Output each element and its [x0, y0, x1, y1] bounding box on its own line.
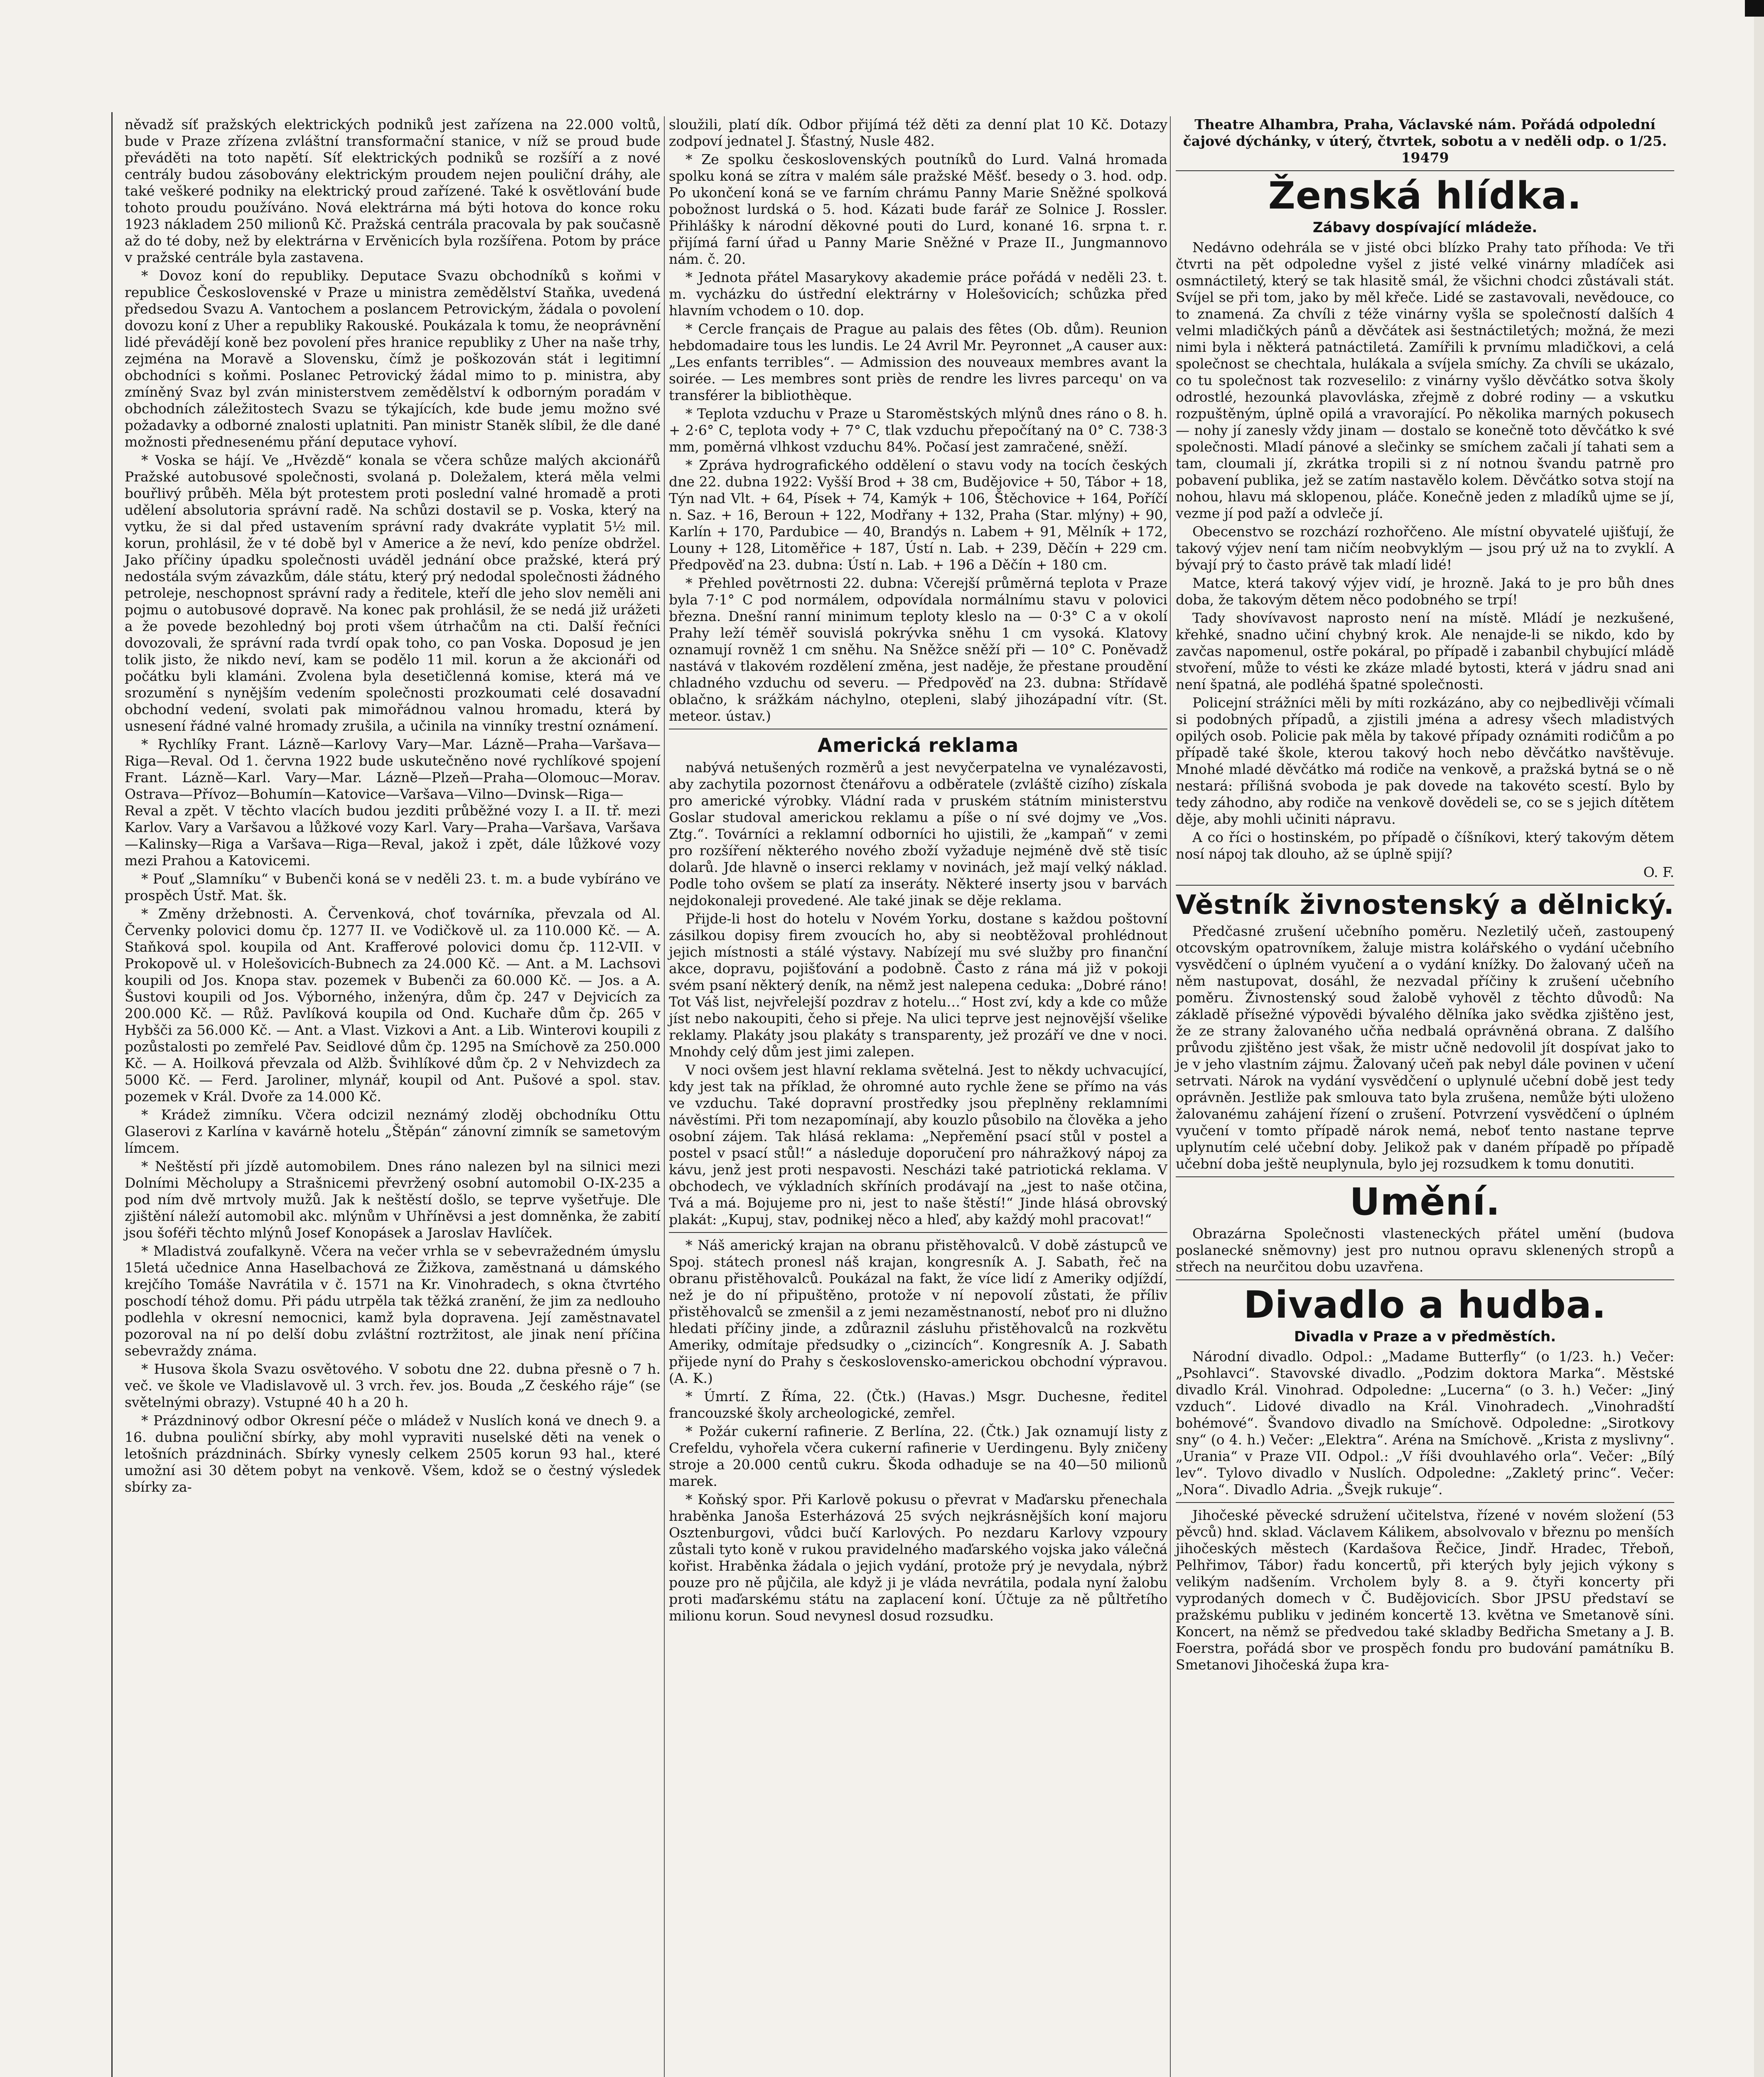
news-item: * Neštěstí při jízdě automobilem. Dnes ráno nalezen byl na silnici mezi Dolními Měcholupy a Strašnicemi převržený osobní automobil O-IX-235 a pod ním dvě mrtvoly mužů. Jak k neštěstí došlo, se teprve vyšetřuje. Dle zjištění náleží automobil akc. mlýnům v Uhříněvsi a jest domněnka, že zabití jsou šoféři těchto mlýnů Josef Konopásek a Jaroslav Havlíček.: [125, 1158, 661, 1241]
theatre-listing: Národní divadlo. Odpol.: „Madame Butterfly“ (o 1/23. h.) Večer: „Psohlavci“. Stavovské divadlo. „Podzim doktora Marka“. Městské divadlo Král. Vinohrad. Odpoledne: „Lucerna“ (o 3. h.) Večer: „Jiný vzduch“. Lidové divadlo na Král. Vinohradech. „Vinohradští bohémové“. Švandovo divadlo na Smíchově. Odpoledne: „Sirotkovy sny“ (o 4. h.) Večer: „Elektra“. Aréna na Smíchově. „Krista z myslivny“. „Urania“ v Praze VII. Odpol.: „V říši dvouhlavého orla“. Večer: „Bílý lev“. Tylovo divadlo v Nuslích. Odpoledne: „Zakletý princ“. Večer: „Nora“. Divadlo Adria. „Švejk rukuje“.: [1176, 1348, 1674, 1498]
divider: [1176, 1176, 1674, 1177]
article-paragraph: sloužili, platí dík. Odbor přijímá též děti za denní plat 10 Kč. Dotazy zodpoví jednatel J. Šťastný, Nusle 482.: [669, 116, 1167, 149]
column-rule: [664, 116, 665, 2077]
news-item: * Jednota přátel Masarykovy akademie práce pořádá v neděli 23. t. m. vycházku do ústřední elektrárny v Holešovicích; schůzka před hlavním vchodem o 10. dop.: [669, 269, 1167, 319]
divider: [669, 1232, 1167, 1233]
news-item: Obrazárna Společnosti vlasteneckých přátel umění (budova poslanecké sněmovny) jest pro nutnou opravu sklenených stropů a střech na neurčitou dobu uzavřena.: [1176, 1225, 1674, 1275]
article-subheading: Divadla v Praze a v předměstích.: [1294, 1328, 1556, 1345]
news-item: * Ze spolku československých poutníků do Lurd. Valná hromada spolku koná se zítra v malém sále pražské Měšť. besedy o 3. hod. odp. Po ukončení koná se ve farním chrámu Panny Marie Sněžné spolková pobožnost lurdská o 5. hod. Kázati bude farář ze Solnice J. Rossler. Přihlášky k národní děkovné pouti do Lurd, konané 16. srpna t. r. přijímá farní úřad u Panny Marie Sněžné v Praze II., Jungmannovo nám. č. 20.: [669, 151, 1167, 267]
news-item: * Zpráva hydrografického oddělení o stavu vody na tocích českých dne 22. dubna 1922: Vyšší Brod + 38 cm, Budějovice + 50, Tábor + 18, Týn nad Vlt. + 64, Písek + 74, Kamýk + 106, Štěchovice + 164, Poříčí n. Saz. + 16, Beroun + 122, Modřany + 132, Praha (Star. mlýny) + 90, Karlín + 170, Pardubice — 40, Brandýs n. Labem + 91, Mělník + 172, Louny + 128, Litoměřice + 187, Ústí n. Lab. + 239, Děčín + 229 cm. Předpověď na 23. dubna: Ústí n. Lab. + 196 a Děčín + 180 cm.: [669, 457, 1167, 573]
news-item: * Voska se hájí. Ve „Hvězdě“ konala se včera schůze malých akcionářů Pražské autobusové společnosti, svolaná p. Doležalem, která měla velmi bouřlivý průběh. Měla být protestem proti poslední valné hromadě a proti udělení absolutoria správní radě. Na schůzi dostavil se p. Voska, který na vytku, že si dal před ustavením správní rady dvakráte vyplatit 5½ mil. korun, prohlásil, že v té době byl v Americe a že neví, kdo peníze obdržel. Jako příčiny úpadku společnosti uváděl jednání obce pražské, která prý nedostála svým závazkům, dále státu, který prý nedodal společnosti žádného petroleje, neschopnost správní rady a ředitele, kteří dle jeho slov neměli ani pojmu o autobusové dopravě. Na konec pak prohlásil, že se nedá již urážeti a že povede bezohledný boj proti všem útrhačům na cti. Další řečníci dovozovali, že správní rada tvrdí opak toho, co pan Voska. Doposud je jen tolik jisto, že nikdo neví, kam se podělo 11 mil. korun a že akcionáři od počátku byli klamáni. Zvolena byla desetičlenná komise, která má ve srozumění s nynějším vedením společnosti prozkoumati celé dosavadní obchodní vedení, svolati pak mimořádnou valnou hromadu, která by usnesení řádné valné hromady zrušila, a učinila na vinníky trestní oznámení.: [125, 452, 661, 734]
news-item: * Koňský spor. Při Karlově pokusu o převrat v Maďarsku přenechala hraběnka Janoša Esterházová 25 svých nejkrásnějších koní majoru Osztenburgovi, vůdci bučí Karlových. Po nezdaru Karlovy vzpoury zůstali tyto koně v rukou pravidelného maďarského vojska jako válečná kořist. Hraběnka žádala o jejich vydání, protože prý je nevydala, nýbrž pouze pro ně půjčila, ale když ji je vláda nevrátila, podala nyní žalobu proti maďarskému státu na zaplacení koní. Účtuje za ně půltřetího milionu korun. Soud nevynesl dosud rozsudku.: [669, 1491, 1167, 1624]
article-paragraph: něvadž síť pražských elektrických podniků jest zařízena na 22.000 voltů, bude v Praze zřízena zvláštní transformační stanice, v níž se proud bude převáděti na toto napětí. Síť elektrických podniků se rozšíří a z nové centrály budou zásobovány elektrickým proudem nejen pouliční dráhy, ale také veškeré podniky na elektrický proud zařízené. Také k osvětlování bude tohoto proudu používáno. Nová elektrárna má býti hotova do konce roku 1923 nákladem 250 milionů Kč. Pražská centrála pracovala by pak současně až do té doby, než by elektrárna v Ervěnicích byla rozšířena. Potom by práce v pražské centrále byla zastavena.: [125, 116, 661, 265]
news-item: * Dovoz koní do republiky. Deputace Svazu obchodníků s koňmi v republice Československé v Praze u ministra zemědělství Staňka, uvedená předsedou Svazu A. Vantochem a poslancem Petrovickým, žádala o povolení dovozu koní z Uher a republiky Rakouské. Poukázala k tomu, že neoprávnění lidé převádějí koně bez povolení přes hranice republiky z Uher na naše trhy, zejména na Moravě a Slovensku, čímž je poškozován stát i legitimní obchodníci s koňmi. Poslanec Petrovický žádal mimo to p. ministra, aby zmíněný Svaz byl zván ministerstvem zemědělství k odborným poradám v obchodních záležitostech Svazu se týkajících, kde bude jemu možno své požadavky a odborné znalosti uplatniti. Pan ministr Staněk slíbil, že dle dané možnosti přednesenému přání deputace vyhoví.: [125, 268, 661, 450]
article-paragraph: V noci ovšem jest hlavní reklama světelná. Jest to někdy uchvacující, kdy jest tak na příklad, že ohromné auto rychle žene se přímo na vás ve vzduchu. Také dopravní prostředky jsou přeplněny reklamními návěstími. Při tom nezapomínají, aby kouzlo působilo na člověka a jeho osobní zájem. Tak hlásá reklama: „Nepřemění psací stůl v postel a postel v psací stůl!“ a následuje doporučení pro náhražkový nápoj za kávu, jenž jest proti nespavosti. Nescházi také patriotická reklama. V obchodech, ve výkladních skříních prodávají na „jest to naše otčina, Tvá a má. Bojujeme pro ni, jest to naše štěstí!“ Jinde hlásá obrovský plakát: „Kupuj, stav, podnikej něco a hleď, aby každý mohl pracovat!“: [669, 1062, 1167, 1228]
section-heading: Umění.: [1349, 1180, 1501, 1224]
divider: [1176, 170, 1674, 171]
column-3: [1176, 116, 1674, 1675]
article-paragraph: Matce, která takový výjev vidí, je hrozně. Jaká to je pro bůh dnes doba, že takovým dětem něco podobného se trpí!: [1176, 575, 1674, 608]
news-item: Jihočeské pěvecké sdružení učitelstva, řízené v novém složení (53 pěvců) hnd. sklad. Václavem Kálikem, absolvovalo v březnu po menších jihočeských městech (Kardašova Řečice, Jindř. Hradec, Třeboň, Pelhřimov, Tábor) řadu koncertů, při kterých byly jejich výkony s velikým nadšením. Vrcholem byly 8. a 9. čtyři koncerty při vyprodaných domech v Č. Budějovicích. Sbor JPSU představí se pražskému publiku v jediném koncertě 13. května ve Smetanově síni. Koncert, na němž se předvedou také skladby Bedřicha Smetany a J. B. Foerstra, pořádá sbor ve prospěch fondu pro budování památníku B. Smetanovi Jihočeská župa kra-: [1176, 1507, 1674, 1673]
column-rule: [1170, 116, 1171, 2077]
column-2: [669, 116, 1167, 1626]
corner-mark: [1745, 0, 1764, 17]
news-item: * Teplota vzduchu v Praze u Staroměstských mlýnů dnes ráno o 8. h. + 2·6° C, teplota vody + 7° C, tlak vzduchu přepočítaný na 0° C. 738·3 mm, poměrná vlhkost vzduchu 84%. Počasí jest zamračené, sněží.: [669, 405, 1167, 455]
news-item: * Přehled povětrnosti 22. dubna: Včerejší průměrná teplota v Praze byla 7·1° C pod normálem, odpovídala normálnímu stavu v polovici března. Dnešní ranní minimum teploty kleslo na — 0·3° C a v okolí Prahy leží téměř souvislá pokrývka sněhu 1 cm vysoká. Klatovy oznamují rovněž 1 cm sněhu. Na Sněžce sněží při — 10° C. Poněvadž nastává v tlakovém rozdělení změna, jest naděje, že přestane proudění chladného vzduchu od severu. — Předpověď na 23. dubna: Střídavě oblačno, k srážkám náchylno, otepleni, slabý jihozápadní vítr. (St. meteor. ústav.): [669, 575, 1167, 724]
article-paragraph: A co říci o hostinském, po případě o číšníkovi, který takovým dětem nosí nápoj tak dlouho, až se úplně spijí?: [1176, 829, 1674, 862]
news-item: * Požár cukerní rafinerie. Z Berlína, 22. (Čtk.) Jak oznamují listy z Crefeldu, vyhořela včera cukerní rafinerie v Uerdingenu. Byly zničeny stroje a 20.000 centů cukru. Škoda odhaduje se na 40—50 milionů marek.: [669, 1423, 1167, 1489]
news-item: * Husova škola Svazu osvětového. V sobotu dne 22. dubna přesně o 7 h. več. ve škole ve Vladislavově ul. 3 vrch. řev. jos. Bouda „Z českého ráje“ (se světelnými obrazy). Vstupné 40 h a 20 h.: [125, 1361, 661, 1410]
section-heading: Divadlo a hudba.: [1243, 1283, 1607, 1327]
news-item: * Prázdninový odbor Okresní péče o mládež v Nuslích koná ve dnech 9. a 16. dubna pouliční sbírky, aby mohl vypraviti nuselské děti na venek o letošních prázdninách. Sbírky vynesly celkem 2505 korun 93 hal., které umožní asi 30 dětem pobyt na venkově. Všem, kdož se o čestný výsledek sbírky za-: [125, 1412, 661, 1495]
news-item: * Mladistvá zoufalkyně. Včera na večer vrhla se v sebevražedném úmyslu 15letá učednice Anna Haselbachová ze Žižkova, zaměstnaná u dámského krejčího Tomáše Navrátila v č. 1571 na Kr. Vinohradech, s okna čtvrtého poschodí téhož domu. Při pádu utrpěla tak těžká zranění, že jim za nedlouho podlehla v okresní nemocnici, kamž byla dopravena. Její zaměstnavatel pozoroval na ní po delší dobu zvláštní roztržitost, ale jinak není příčina sebevraždy známa.: [125, 1243, 661, 1359]
news-item: * Rychlíky Frant. Lázně—Karlovy Vary—Mar. Lázně—Praha—Varšava—Riga—Reval. Od 1. června 1922 bude uskutečněno nové rychlíkové spojení Frant. Lázně—Karl. Vary—Mar. Lázně—Plzeň—Praha—Olomouc—Morav. Ostrava—Přívoz—Bohumín—Katovice—Varšava—Vilno—Dvinsk—Riga—Reval a zpět. V těchto vlacích budou jezditi průběžné vozy I. a II. tř. mezi Karlov. Vary a Varšavou a lůžkové vozy Karl. Vary—Praha—Varšava, Varšava—Kalinsky—Riga a Varšava—Riga—Reval, jakož i zpět, dále lůžkové vozy mezi Prahou a Katovicemi.: [125, 736, 661, 869]
divider: [1176, 885, 1674, 886]
article-paragraph: Tady shovívavost naprosto není na místě. Mládí je nezkušené, křehké, snadno učiní chybný krok. Ale nenajde-li se nikdo, kdo by zavčas napomenul, ostře pokáral, po případě i zabanbil chybující mládě stvoření, může to vésti ke zkáze mladé bytosti, která v jádru snad ani není špatná, ale podléhá špatné společnosti.: [1176, 610, 1674, 692]
section-heading: Ženská hlídka.: [1268, 174, 1582, 218]
divider: [1176, 1279, 1674, 1280]
article-paragraph: Policejní strážníci měli by míti rozkázáno, aby co nejbedlivěji včímali si podobných případů, a zjistili jména a adresy všech mladistvých opilých osob. Policie pak měla by takové případy oznámiti rodičům a po případě také škole, kterou takový hoch nebo děvčátko navštěvuje. Mnohé mladé děvčátko má rodiče na venkově, a pražská bytná se o ně nestará: přílišná svoboda je pak dovede na takovéto scestí. Bylo by tedy záhodno, aby rodiče na venkově dovědeli se, co se s jejich dítětem děje, aby mohli učiniti nápravu.: [1176, 695, 1674, 827]
article-paragraph: Nedávno odehrála se v jisté obci blízko Prahy tato příhoda: Ve tři čtvrti na pět odpoledne vyšel z jisté velké vinárny mladíček asi osmnáctiletý, který se tak hlasitě smál, že všichni chodci zůstávali stát. Svíjel se při tom, jako by měl křeče. Lidé se zastavovali, nevědouce, co to znamená. Za chvíli z téže vinárny vyšla se společností dalších 4 velmi mladičkých pánů a děvčátek asi šestnáctiletých; možná, že mezi nimi byla i některá patnáctiletá. Zamířili k prvnímu mladičkovi, a celá společnost se chechtala, hulákala a svíjela smíchy. Za chvíli se ukázalo, co tu společnost tak rozveselilo: z vinárny vyšlo děvčátko sotva školy odrostlé, hezounká plavovláska, zřejmě z dobré rodiny — a vskutku rozpuštěným, úplně opilá a vravorající. Po několika marných pokusech — nohy jí zanesly vždy jinam — dostalo se konečně toto děvčátko k své společnosti. Mladí pánové a slečinky se smíchem začali jí tahati sem a tam, cloumali jí, zkrátka tropili si z ní notnou švandu patrně pro pobavení publika, jež se zatím nastavělo kolem. Děvčátko sotva stojí na nohou, hlavu má sklopenou, pláče. Konečně jeden z mladíků ujme se jí, vezme jí pod paží a odvleče jí.: [1176, 239, 1674, 521]
section-heading: Věstník živnostenský a dělnický.: [1176, 890, 1674, 921]
article-paragraph: Přijde-li host do hotelu v Novém Yorku, dostane s každou poštovní zásilkou dopisy firem zvoucích ho, aby si neobtěžoval prohlédnout jejich místnosti a stálé výstavy. Nabízejí mu své služby pro finanční akce, dopravu, pojišťování a podobně. Často z rána má již v pokoji svém psaní některý deník, na němž jest nalepena ceduka: „Dobré ráno! Tot Váš list, nejvřelejší pozdrav z hotelu…“ Host zví, kdy a kde co může jíst nebo nakoupiti, čeho si přeje. Na ulici teprve jest nejnovější všelike reklamy. Plakáty jsou plakáty s transparenty, jež prozáří ve dne v noci. Mnohdy celý dům jest jimi zalepen.: [669, 911, 1167, 1060]
news-item: * Krádež zimníku. Včera odcizil neznámý zloděj obchodníku Ottu Glaserovi z Karlína v kavárně hotelu „Štěpán“ zánovní zimník se sametovým límcem.: [125, 1107, 661, 1156]
advertisement: Theatre Alhambra, Praha, Václavské nám. Pořádá odpolední čajové dýchánky, v úterý, čtvrtek, sobotu a v neděli odp. o 1/25. 19479: [1183, 116, 1667, 166]
news-item: * Pouť „Slamníku“ v Bubenči koná se v neděli 23. t. m. a bude vybíráno ve prospěch Ústř. Mat. šk.: [125, 871, 661, 903]
article-heading: Americká reklama: [817, 734, 1019, 756]
news-item: * Úmrtí. Z Říma, 22. (Čtk.) (Havas.) Msgr. Duchesne, ředitel francouzské školy archeologické, zemřel.: [669, 1388, 1167, 1421]
article-subheading: Zábavy dospívající mládeže.: [1312, 219, 1538, 236]
news-item: * Náš americký krajan na obranu přistěhovalců. V době zástupců ve Spoj. státech pronesl náš krajan, kongresník A. J. Sabath, řeč na obranu přistěhovalců. Poukázal na fakt, že více lidí z Ameriky odjíždí, než je do ní připuštěno, protože v ní nepovolí zůstati, že příliv přistěhovalců se zmenšil a z jemi nezaměstnaností, neboť pro ni dlužno hledati příčiny jinde, a zdůraznil zásluhu přistěhovalců na rozkvětu Ameriky, odmítaje předsudky o „cizincích“. Kongresník A. J. Sabath přijede nyní do Prahy s československo-americkou obchodní výpravou. (A. K.): [669, 1237, 1167, 1386]
page-edge: [1754, 0, 1764, 2077]
divider: [1176, 1502, 1674, 1503]
column-1: [125, 116, 661, 1497]
article-paragraph: nabývá netušených rozměrů a jest nevyčerpatelna ve vynalézavosti, aby zachytila pozornost čtenářovu a odběratele (zvláště cizího) získala pro americké výrobky. Vládní rada v pruském státním ministerstvu Goslar studoval americkou reklamu a píše o ní své dojmy ve „Vos. Ztg.“. Továrníci a reklamní odborníci ho ujistili, že „kampaň“ v zemi pro rozšíření některého nového zboží vyžaduje nejméně dvě stě tisíc dolarů. Jde hlavně o inserci reklamy v novinách, jež mají velký náklad. Podle toho ovšem se platí za inseráty. Některé inserty jsou v barvách nejdokonaleji provedené. Ale také jinak se děje reklama.: [669, 759, 1167, 908]
news-item: * Změny držebnosti. A. Červenková, choť továrníka, převzala od Al. Červenky polovici domu čp. 1277 II. ve Vodičkově ul. za 110.000 Kč. — A. Staňková spol. koupila od Ant. Krafferové polovici domu čp. 112-VII. v Prokopově ul. v Holešovicích-Bubnech za 24.000 Kč. — Ant. a M. Lachsovi koupili od Jos. Knopa stav. pozemek v Bubenči za 60.000 Kč. — Jos. a A. Šustovi koupili od Jos. Výborného, inženýra, dům čp. 247 v Dejvicích za 200.000 Kč. — Růž. Pavlíková koupila od Ond. Kuchaře dům čp. 265 v Hybšči za 56.000 Kč. — Ant. a Vlast. Vizkovi a Ant. a Lib. Winterovi koupili z pozůstalosti po zemřelé Pav. Seidlové dům čp. 1295 na Smíchově za 250.000 Kč. — A. Hoilková převzala od Alžb. Švihlíkové dům čp. 2 v Nehvizdech za 5000 Kč. — Ferd. Jaroliner, mlynář, koupil od Ant. Pušové a spol. stav. pozemek v Král. Dvoře za 14.000 Kč.: [125, 906, 661, 1105]
article-paragraph: Předčasné zrušení učebního poměru. Nezletilý učeň, zastoupený otcovským opatrovníkem, žaluje mistra kolářského o vydání učebního vysvědčení o úplném vyučení a o vydání knížky. Do žalovaný učeň na něm nastupovat, dosáhl, že nezvadal příčiny k zrušení učebního poměru. Živnostenský soud žalobě vyhověl z těchto důvodů: Na základě přísežné výpovědi bývalého dělníka jako svědka zjištěno jest, že ze strany žalovaného učňa nedbalá oprávněná obrana. Z dalšího průvodu zjištěno jest však, že mistr učně nedovolil jít dospívat jako to je v jeho vlastním zájmu. Žalovaný učeň pak nebyl dále povinen v učení setrvati. Nárok na vydání vysvědčení o uplynulé učební době jest tedy oprávněn. Jestliže pak smlouva tato byla zrušena, nemůže býti uloženo žalovanému zahájení řízení o zrušení. Potvrzení vysvědčení o úplném vyučení v tomto případě nárok nemá, neboť tento nastane teprve uplynutím celé učební doby. Jelikož pak v daném případě po případě učební doba ještě neuplynula, bylo jej rozsudkem k tomu donutiti.: [1176, 923, 1674, 1172]
signature: O. F.: [1643, 864, 1674, 880]
article-paragraph: Obecenstvo se rozchází rozhořčeno. Ale místní obyvatelé ujišťují, že takový výjev není tam ničím neobvyklým — jsou prý už na to zvyklí. A bývají prý to často právě tak mladí lidé!: [1176, 523, 1674, 573]
news-item: * Cercle français de Prague au palais des fêtes (Ob. dům). Reunion hebdomadaire tous les lundis. Le 24 Avril Mr. Peyronnet „A causer aux: „Les enfants terribles“. — Admission des nouveaux membres avant la soirée. — Les membres sont priès de rendre les livres parcequ' on va transférer la bibliothèque.: [669, 321, 1167, 403]
